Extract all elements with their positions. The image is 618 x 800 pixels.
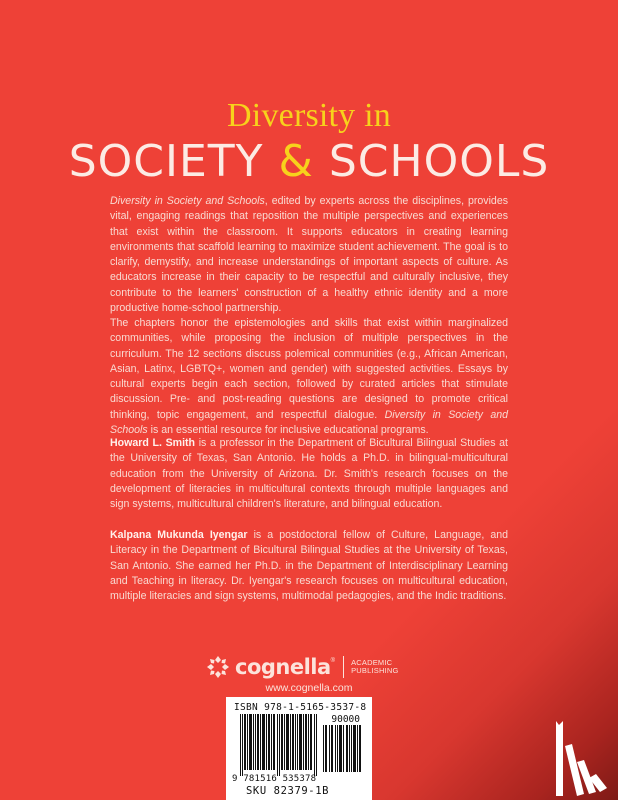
price-code: 90000	[331, 714, 360, 725]
description-paragraph-2	[110, 316, 508, 438]
publisher-divider	[343, 656, 344, 678]
publisher-logo	[206, 652, 406, 682]
author-bio-1	[110, 436, 508, 512]
description-text: The chapters honor the epistemologies and skills that exist within marginalized communities, while proposing the inclusion of multiple perspectives in the curriculum. The 12 sections discuss polemical communities (e.g., African American, Asian, Latinx, LGBTQ+, women and gender) with suggested activities. Essays by cultural experts begin each section, followed by curated articles that stimulate discussion. Pre- and post-reading questions are designed to promote critical thinking, topic engagement, and respectful dialogue.	[110, 317, 508, 421]
author-name: Kalpana Mukunda Iyengar	[110, 529, 248, 541]
title-ampersand: &	[278, 136, 314, 187]
title-line-1: Diversity in	[227, 97, 391, 134]
description-text-end: is an essential resource for inclusive educational programs.	[147, 424, 429, 437]
publisher-name: cognella	[235, 655, 331, 679]
title-society: SOCIETY	[68, 136, 279, 187]
author-name: Howard L. Smith	[110, 437, 196, 449]
ean-barcode	[240, 714, 318, 776]
publisher-url[interactable]: www.cognella.com	[265, 682, 353, 694]
tagline-academic: ACADEMIC	[351, 657, 393, 667]
title-schools: SCHOOLS	[313, 136, 550, 187]
price-addon-barcode	[323, 725, 361, 772]
author-bio-2	[110, 528, 508, 604]
description-text: , edited by experts across the disciplines, provides vital, engaging readings that reposition the multiple perspectives and experiences that exist within the classroom. It supports educators in creating learning environments that scaffold learning to maximize student achievement. The goal is to clarify, demystify, and increase understandings of important aspects of culture. As educators increase in their capacity to be respectful and culturally inclusive, they contribute to the learners' construction of a healthy ethnic identity and a more productive home-school partnership.	[110, 195, 509, 315]
isbn-text: ISBN 978-1-5165-3537-8	[234, 702, 367, 713]
ean-digits: 9 781516 535378	[232, 774, 317, 784]
author-bio-text: is a postdoctoral fellow of Culture, Language, and Literacy in the Department of Bicultural Bilingual Studies at the University of Texas, San Antonio. She earned her Ph.D. in the Department of Interdisciplinary Learning and Teaching in literacy. Dr. Iyengar's research focuses on multicultural education, multiple literacies and sign systems, multimodal pedagogies, and the Indic traditions.	[110, 529, 508, 603]
book-title-italic: Diversity in Society and Schools	[110, 408, 508, 437]
description-paragraph-1	[110, 194, 508, 316]
tagline-publishing: PUBLISHING	[351, 666, 399, 675]
barcode-box	[226, 697, 372, 800]
registered-mark: ®	[330, 658, 336, 664]
publisher-tagline	[351, 659, 398, 676]
books-logo-icon	[555, 718, 615, 796]
flower-logo-icon	[206, 655, 230, 679]
sku-text: SKU 82379-1B	[246, 785, 330, 797]
book-title-italic: Diversity in Society and Schools	[110, 195, 265, 207]
title-line-2	[0, 134, 618, 190]
author-bio-text: is a professor in the Department of Bicultural Bilingual Studies at the University of Texas, San Antonio. He holds a Ph.D. in bilingual-multicultural education from the University of Arizona. Dr. Smith's research focuses on the development of literacies in multicultural contexts through multiple languages and sign systems, multicultural children's literature, and bilingual education.	[110, 437, 508, 511]
